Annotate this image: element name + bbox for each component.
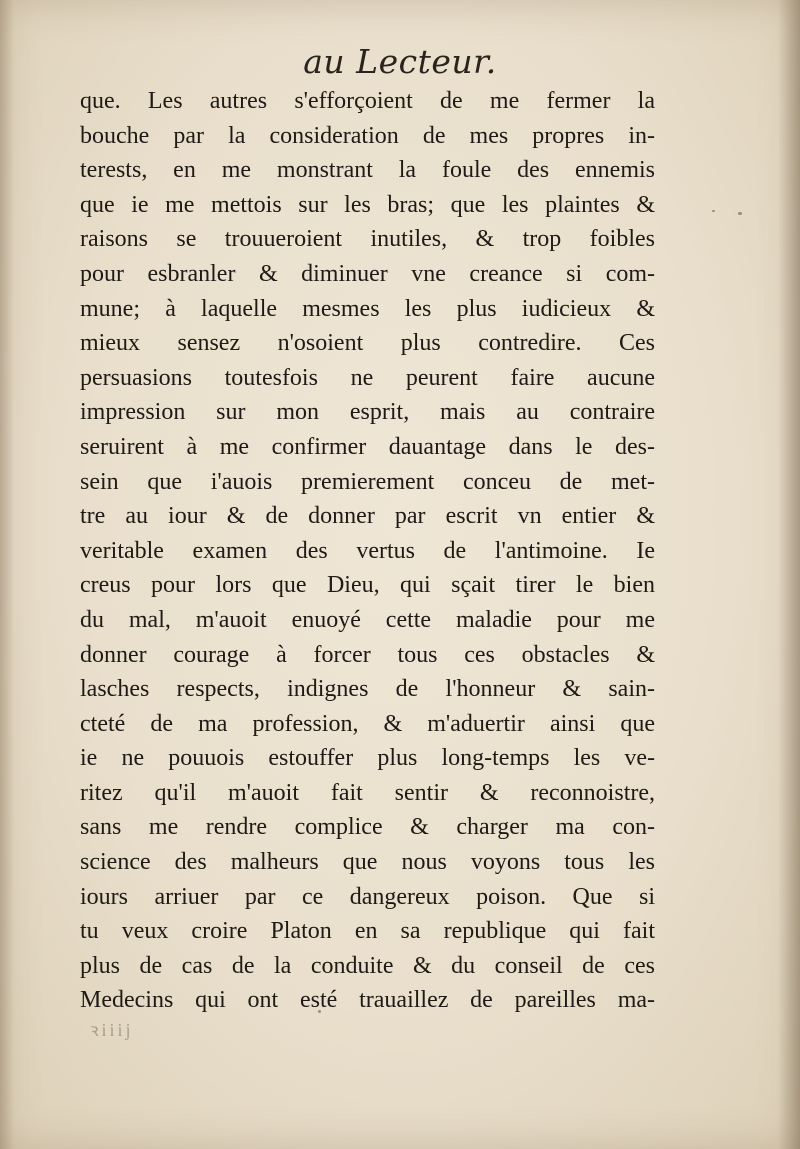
text-line: Medecins qui ont esté trauaillez de pareilles ma- xyxy=(80,987,655,1014)
text-line: que. Les autres s'efforçoient de me fermer la xyxy=(80,88,655,114)
text-line: mune; à laquelle mesmes les plus iudicieux & xyxy=(80,295,655,322)
text-line: creus pour lors que Dieu, qui sçait tirer le bien xyxy=(80,572,655,599)
text-line: plus de cas de la conduite & du conseil de ces xyxy=(80,952,655,979)
text-line: raisons se trouueroient inutiles, & trop foibles xyxy=(80,226,655,253)
text-line: que ie me mettois sur les bras; que les plaintes & xyxy=(80,191,655,218)
paper-speck xyxy=(712,210,715,212)
text-line: cteté de ma profession, & m'aduertir ainsi que xyxy=(80,710,655,737)
text-line: seruirent à me confirmer dauantage dans le des- xyxy=(80,433,655,460)
text-line: persuasions toutesfois ne peurent faire aucune xyxy=(80,364,655,391)
text-line: du mal, m'auoit enuoyé cette maladie pour me xyxy=(80,606,655,633)
text-line: mieux sensez n'osoient plus contredire. Ces xyxy=(80,330,655,357)
text-line: impression sur mon esprit, mais au contraire xyxy=(80,399,655,426)
text-line: pour esbranler & diminuer vne creance si com- xyxy=(80,260,655,287)
text-line: tre au iour & de donner par escrit vn entier & xyxy=(80,503,655,530)
body-text xyxy=(80,84,655,1018)
text-line: sans me rendre complice & charger ma con- xyxy=(80,814,655,841)
text-line: veritable examen des vertus de l'antimoine. Ie xyxy=(80,537,655,564)
running-head: au Lecteur. xyxy=(303,42,497,81)
text-line: tu veux croire Platon en sa republique qui fait xyxy=(80,918,655,945)
page-spine-shadow xyxy=(778,0,800,1149)
text-line: ritez qu'il m'auoit fait sentir & reconnoistre, xyxy=(80,779,655,806)
page-left-edge-shadow xyxy=(0,0,14,1149)
text-line: terests, en me monstrant la foule des ennemis xyxy=(80,157,655,184)
signature-mark: ꝛiiij xyxy=(90,1020,134,1040)
text-line: science des malheurs que nous voyons tous les xyxy=(80,849,655,876)
text-line: iours arriuer par ce dangereux poison. Que si xyxy=(80,883,655,910)
text-line: donner courage à forcer tous ces obstacles & xyxy=(80,641,655,668)
text-line: ie ne pouuois estouffer plus long-temps les ve- xyxy=(80,745,655,772)
paper-speck xyxy=(318,1010,321,1013)
text-line: lasches respects, indignes de l'honneur & sain- xyxy=(80,676,655,703)
text-line: bouche par la consideration de mes propres in- xyxy=(80,122,655,149)
text-line: sein que i'auois premierement conceu de met- xyxy=(80,468,655,495)
paper-speck xyxy=(738,212,742,215)
